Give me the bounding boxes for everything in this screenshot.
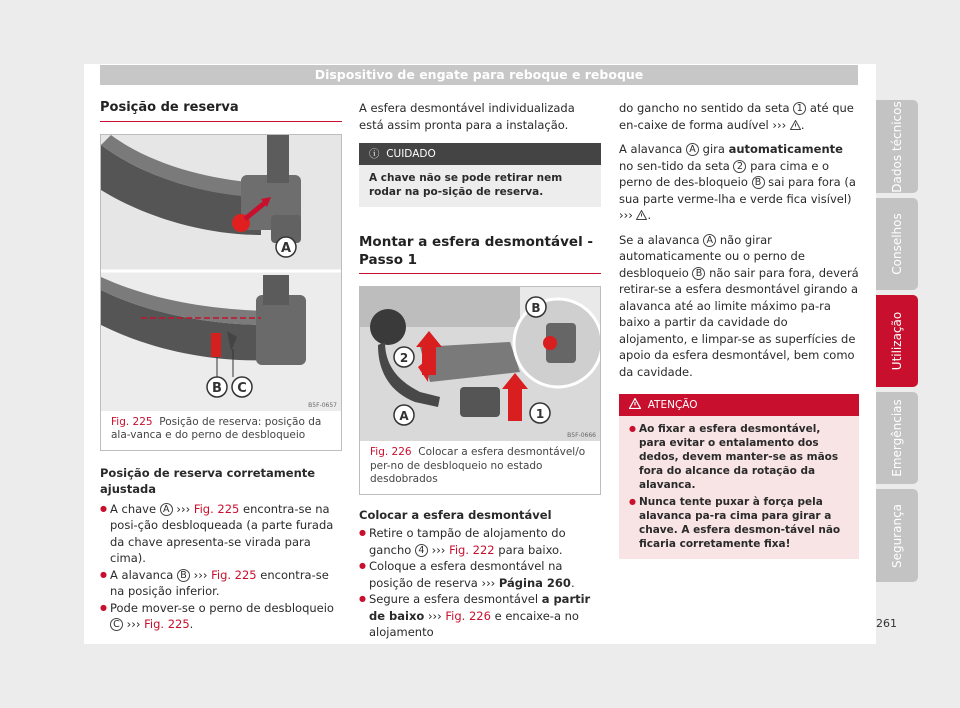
tab-conselhos[interactable]: Conselhos — [876, 198, 918, 290]
tab-seguranca[interactable]: Segurança — [876, 489, 918, 582]
divider — [100, 121, 342, 122]
column-3 — [619, 100, 859, 559]
fig-link[interactable]: Fig. 225 — [211, 567, 257, 582]
paragraph: A alavanca A gira automaticamente no sen-tido da seta 2 para cima e o perno de des-bloqueio B sai para fora (a sua parte verme-lha e verde fica visível) ››› . — [619, 142, 856, 222]
tab-dados-tecnicos[interactable]: Dados técnicos — [876, 100, 918, 193]
divider — [359, 273, 601, 274]
column-1 — [100, 100, 342, 633]
header-bar: Dispositivo de engate para reboque e reboque — [100, 65, 858, 85]
warning-header: ATENÇÃO — [619, 394, 859, 416]
warning-icon — [790, 120, 801, 130]
list-item: ● Ao fixar a esfera desmontável, para evitar o entalamento dos dedos, devem manter-se as mãos fora do alcance da rotação da alavanca. — [629, 422, 849, 492]
list-item: ● A alavanca B ››› Fig. 225 encontra-se na posição inferior. — [100, 567, 342, 600]
caution-box — [359, 143, 601, 207]
figure-caption: Fig. 225 Posição de reserva: posição da ala-vanca e do perno de desbloqueio — [111, 415, 322, 441]
fig-link[interactable]: Fig. 222 — [449, 542, 495, 557]
paragraph: do gancho no sentido da seta 1 até que en-caixe de forma audível ››› . — [619, 101, 854, 132]
figure-code: B5F-0657 — [308, 401, 337, 409]
list-item: ● Segure a esfera desmontável a partir de baixo ››› Fig. 226 e encaixe-a no alojamento — [359, 591, 601, 641]
callout-b: B — [212, 380, 222, 396]
list-item: ● Retire o tampão de alojamento do gancho 4 ››› Fig. 222 para baixo. — [359, 525, 601, 558]
figure-image — [101, 135, 341, 411]
caution-body: A chave não se pode retirar nem rodar na po-sição de reserva. — [369, 172, 563, 198]
list-item: ● Pode mover-se o perno de desbloqueio C ››› Fig. 225. — [100, 600, 342, 633]
callout-b: B — [531, 301, 541, 315]
callout-1: 1 — [535, 407, 545, 421]
fig-link[interactable]: Fig. 225 — [193, 501, 240, 516]
callout-a: A — [280, 240, 292, 256]
callout-2: 2 — [399, 351, 409, 365]
page-number: 261 — [876, 617, 897, 630]
page-link[interactable]: Página 260 — [498, 575, 571, 590]
subheading: Colocar a esfera desmontável — [359, 507, 552, 522]
section-title: Montar a esfera desmontável - Passo 1 — [359, 234, 593, 268]
warning-box — [619, 394, 859, 559]
list-item: ● Coloque a esfera desmontável na posição de reserva ››› Página 260. — [359, 558, 601, 591]
figure-image — [360, 287, 600, 441]
column-2 — [359, 100, 601, 641]
figure-caption: Fig. 226 Colocar a esfera desmontável/o per-no de desbloqueio no estado desdobrados — [370, 446, 586, 485]
figure-226 — [359, 286, 601, 495]
section-title: Posição de reserva — [100, 100, 239, 115]
paragraph: Se a alavanca A não girar automaticamente ou o perno de desbloqueio B não sair para fora, deverá retirar-se a esfera desmontável girando a alavanca até ao limite máximo pa-ra baixo a partir da cavidade do alojamento, e limpar-se as superfícies de apoio da esfera desmontável, bem como da cavidade. — [619, 232, 859, 379]
figure-code: B5F-0666 — [567, 432, 596, 439]
info-icon: ⓘ — [369, 148, 380, 160]
figure-225 — [100, 134, 342, 451]
list-item: ● Nunca tente puxar à força pela alavanca pa-ra cima para girar a chave. A esfera desmon-tável não ficaria corretamente fixa! — [629, 495, 849, 551]
warning-icon — [636, 210, 647, 220]
caution-header: ⓘ CUIDADO — [359, 143, 601, 165]
callout-a: A — [399, 409, 409, 423]
fig-link[interactable]: Fig. 225 — [144, 617, 190, 631]
side-tabs — [876, 0, 918, 708]
towbar-mount-illustration — [360, 287, 600, 441]
fig-link[interactable]: Fig. 226 — [445, 608, 491, 623]
warning-body — [619, 416, 859, 559]
tab-utilizacao[interactable]: Utilização — [876, 295, 918, 387]
tab-emergencias[interactable]: Emergências — [876, 392, 918, 484]
subheading: Posição de reserva corretamente ajustada — [100, 465, 316, 496]
warning-icon — [629, 398, 641, 409]
list-item: ● A chave A ››› Fig. 225 encontra-se na posi-ção desbloqueada (a parte furada da chave apresenta-se virada para cima). — [100, 501, 342, 567]
towbar-reserve-illustration — [101, 135, 341, 411]
callout-c: C — [237, 380, 247, 396]
intro-text: A esfera desmontável individualizada está assim pronta para a instalação. — [359, 101, 575, 132]
